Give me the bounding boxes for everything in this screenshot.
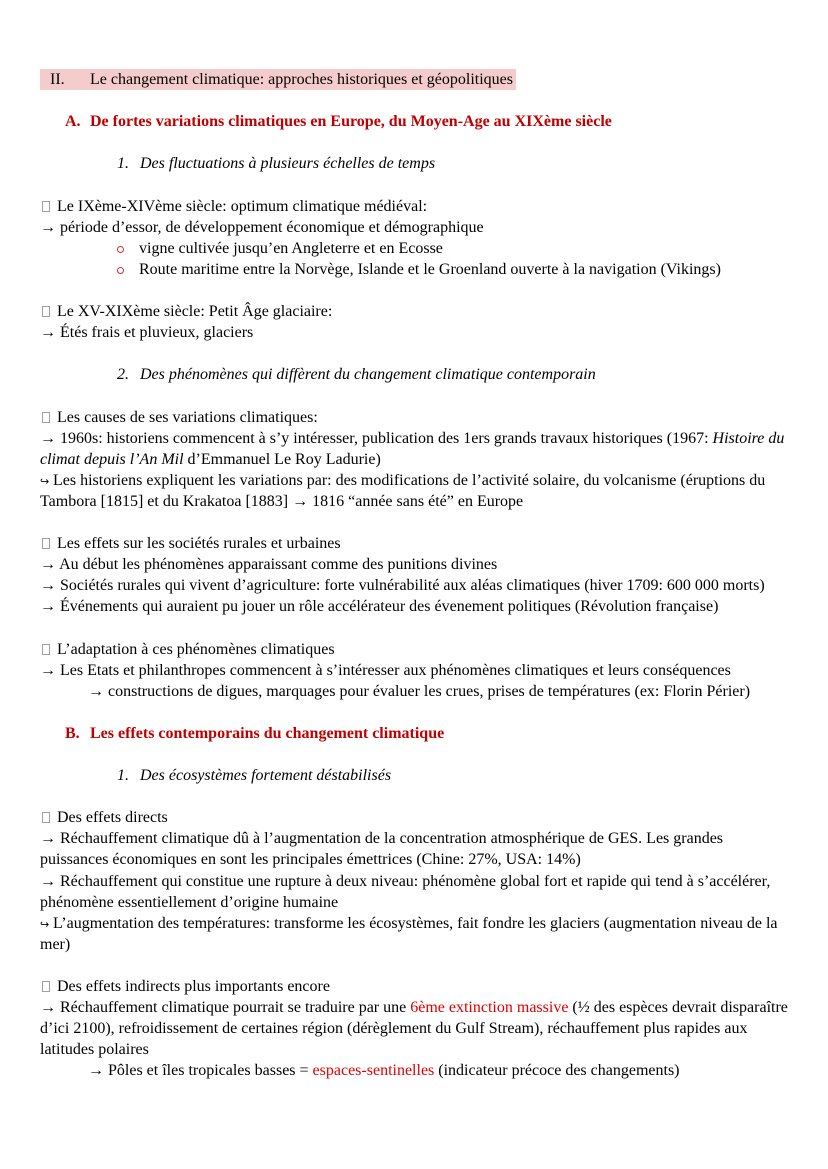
part-letter: B.: [65, 724, 80, 742]
part-title: Les effets contemporains du changement climatique: [90, 724, 445, 742]
note-line: → Réchauffement climatique dû à l’augmentation de la concentration atmosphérique de GES. Les grandes: [40, 830, 724, 848]
note-block: [40, 407, 810, 512]
book-title-italic: Histoire du: [712, 429, 785, 447]
note-block: [40, 301, 810, 343]
note-block: [40, 196, 810, 280]
note-block: [40, 976, 810, 1081]
section-heading: [40, 69, 810, 90]
subpart-heading: [40, 364, 810, 385]
note-line: phénomène essentiellement d’origine humaine: [40, 893, 339, 911]
note-line: [40, 449, 810, 470]
block-heading-text: Le XV-XIXème siècle: Petit Âge glaciaire:: [57, 303, 333, 321]
line-text: (½ des espèces devrait disparaître: [568, 999, 788, 1017]
note-block: [40, 639, 810, 702]
line-text: d’Emmanuel Le Roy Ladurie): [183, 450, 381, 468]
section-title: Le changement climatique: approches historiques et géopolitiques: [90, 71, 513, 88]
note-line: d’ici 2100), refroidissement de certaines région (dérèglement du Gulf Stream), réchauffement plus rapides aux: [40, 1020, 748, 1038]
note-line-indented: [40, 1060, 810, 1081]
subpart-title: Des écosystèmes fortement déstabilisés: [140, 767, 392, 785]
square-bullet-icon: [42, 812, 50, 823]
block-heading: [40, 807, 810, 828]
note-line: → Au début les phénomènes apparaissant comme des punitions divines: [40, 556, 498, 574]
note-line: → Les Etats et philanthropes commencent à s’intéresser aux phénomènes climatiques et leurs conséquences: [40, 661, 731, 679]
block-heading-text: Le IXème-XIVème siècle: optimum climatique médiéval:: [57, 197, 428, 215]
note-line: → Sociétés rurales qui vivent d’agriculture: forte vulnérabilité aux aléas climatiques (hiver 1709: 600 000 morts): [40, 577, 765, 595]
section-number: II.: [50, 71, 65, 88]
block-heading-text: L’adaptation à ces phénomènes climatiques: [57, 640, 335, 658]
block-heading-text: Des effets directs: [57, 809, 168, 827]
subpart-heading-block: [40, 153, 810, 174]
subpart-title: Des phénomènes qui diffèrent du changement climatique contemporain: [140, 366, 596, 384]
block-heading: [40, 407, 810, 428]
block-heading: [40, 533, 810, 554]
square-bullet-icon: [42, 306, 50, 317]
bullet-item: [40, 238, 810, 259]
part-letter: A.: [65, 113, 81, 131]
part-title: De fortes variations climatiques en Europe, du Moyen-Age au XIXème siècle: [90, 113, 612, 131]
document-content: [40, 69, 810, 1082]
line-text: → Pôles et îles tropicales basses =: [88, 1062, 313, 1080]
line-text: (indicateur précoce des changements): [434, 1062, 680, 1080]
note-line: puissances économiques en sont les principales émettrices (Chine: 27%, USA: 14%): [40, 851, 581, 869]
subpart-title: Des fluctuations à plusieurs échelles de temps: [140, 155, 436, 173]
square-bullet-icon: [42, 981, 50, 992]
subpart-number: 2.: [117, 366, 129, 384]
subpart-heading: [40, 153, 810, 174]
section-heading-block: [40, 69, 810, 90]
square-bullet-icon: [42, 201, 50, 212]
note-line: → Étés frais et pluvieux, glaciers: [40, 324, 254, 342]
part-heading-block: [40, 723, 810, 744]
note-line: [40, 470, 810, 491]
subpart-number: 1.: [117, 155, 129, 173]
note-line: → période d’essor, de développement économique et démographique: [40, 218, 484, 236]
block-heading: [40, 196, 810, 217]
bullet-text: Route maritime entre la Norvège, Islande et le Groenland ouverte à la navigation (Vikings): [139, 260, 721, 278]
block-heading-text: Des effets indirects plus importants encore: [57, 978, 330, 996]
block-heading: [40, 976, 810, 997]
square-bullet-icon: [42, 412, 50, 423]
block-heading: [40, 639, 810, 660]
bullet-text: vigne cultivée jusqu’en Angleterre et en Ecosse: [139, 239, 443, 257]
part-heading-b: [40, 723, 810, 744]
note-line: [40, 428, 810, 449]
note-line: → Événements qui auraient pu jouer un rôle accélérateur des évenement politiques (Révolution française): [40, 598, 719, 616]
block-heading-text: Les causes de ses variations climatiques:: [57, 408, 318, 426]
line-text: Les historiens expliquent les variations par: des modifications de l’activité solaire, du volcanisme (éruptions du: [53, 471, 766, 489]
subpart-heading-block: [40, 765, 810, 786]
circle-bullet-icon: [117, 267, 124, 274]
section-heading-highlight: [40, 69, 516, 90]
note-line-indented: → constructions de digues, marquages pour évaluer les crues, prises de températures (ex: Florin Périer): [88, 682, 751, 700]
hook-arrow-marker: ↪: [40, 474, 50, 488]
line-text: → Réchauffement climatique pourrait se traduire par une: [40, 999, 411, 1017]
line-text: L’augmentation des températures: transforme les écosystèmes, fait fondre les glaciers (augmentation niveau de la: [53, 914, 778, 932]
note-block: [40, 533, 810, 617]
note-block: [40, 807, 810, 955]
hook-arrow-marker: ↪: [40, 917, 50, 931]
circle-bullet-icon: [117, 246, 124, 253]
note-line: Tambora [1815] et du Krakatoa [1883] → 1816 “année sans été” en Europe: [40, 492, 524, 510]
note-line: mer): [40, 935, 71, 953]
block-heading-text: Les effets sur les sociétés rurales et urbaines: [57, 535, 341, 553]
square-bullet-icon: [42, 644, 50, 655]
subpart-heading: [40, 765, 810, 786]
part-heading-a: [40, 111, 810, 132]
note-line: [40, 997, 810, 1018]
note-line: latitudes polaires: [40, 1041, 149, 1059]
square-bullet-icon: [42, 538, 50, 549]
part-heading-block: [40, 111, 810, 132]
emphasis-text: 6ème extinction massive: [410, 999, 569, 1017]
line-text: → 1960s: historiens commencent à s’y intéresser, publication des 1ers grands travaux historiques (1967:: [40, 429, 713, 447]
block-heading: [40, 301, 810, 322]
bullet-item: [40, 259, 810, 280]
emphasis-text: espaces-sentinelles: [312, 1062, 435, 1080]
note-line: [40, 913, 810, 934]
book-title-italic: climat depuis l’An Mil: [40, 450, 184, 468]
subpart-number: 1.: [117, 767, 129, 785]
subpart-heading-block: [40, 364, 810, 385]
note-line: → Réchauffement qui constitue une rupture à deux niveau: phénomène global fort et rapide qui tend à s’accélérer,: [40, 872, 771, 890]
